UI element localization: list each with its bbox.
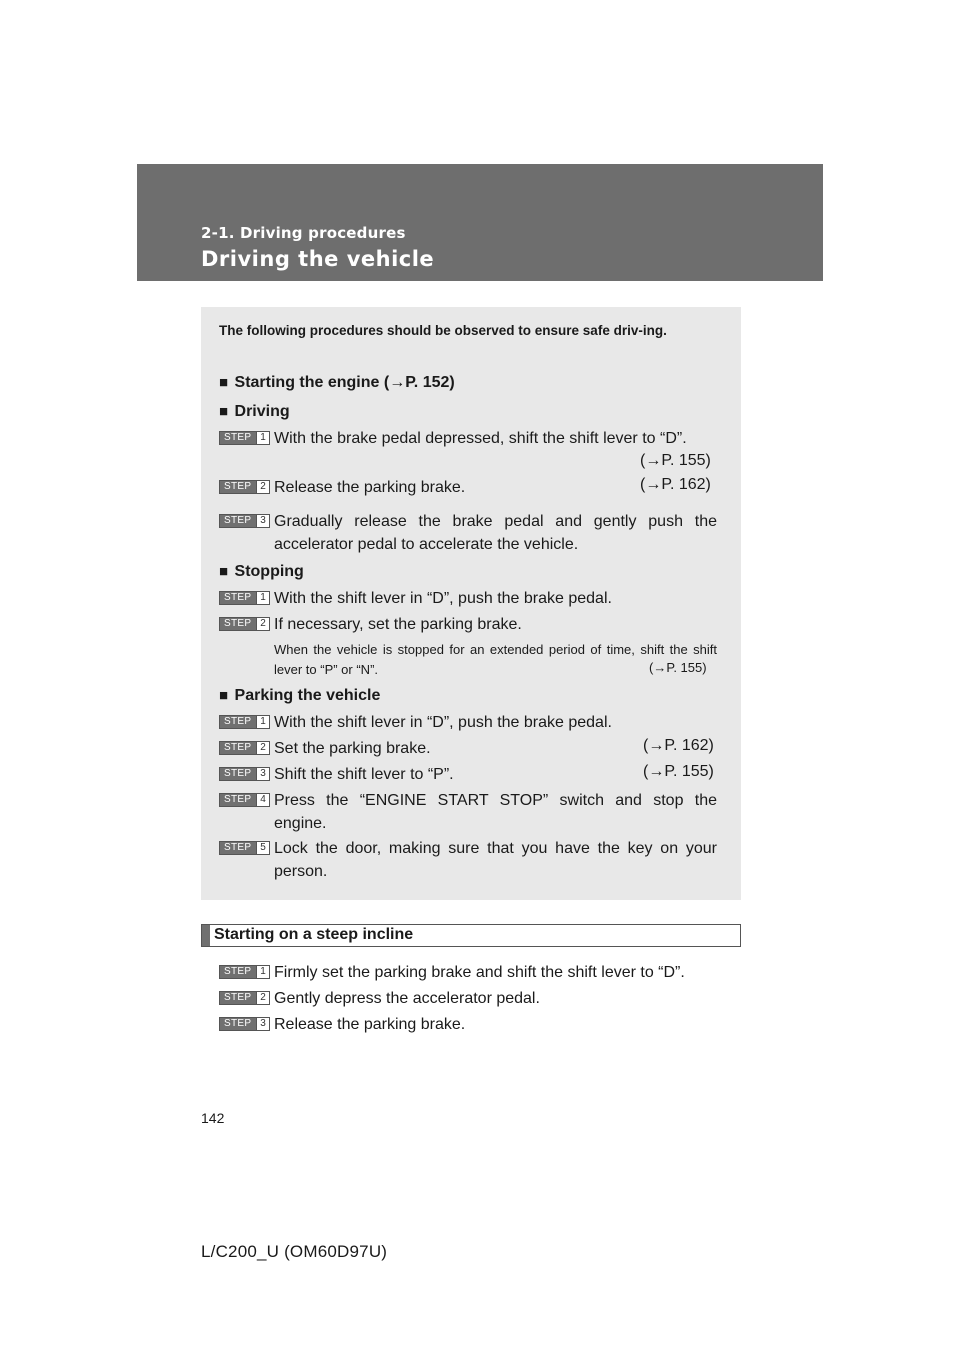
driving-step-1-ref: (→P. 155) (640, 452, 711, 469)
incline-subheading-label: Starting on a steep incline (214, 926, 414, 943)
subheading-bar (202, 925, 210, 946)
heading-parking-label: Parking the vehicle (234, 687, 381, 704)
step-badge: STEP 2 (219, 617, 270, 631)
stopping-note-ref: (→P. 155) (649, 660, 707, 675)
page-number: 142 (201, 1110, 225, 1126)
step-badge: STEP 2 (219, 991, 270, 1005)
stopping-step-2-text: If necessary, set the parking brake. (274, 616, 522, 633)
step-badge: STEP 1 (219, 965, 270, 979)
step-badge: STEP 3 (219, 514, 270, 528)
incline-step-3-text: Release the parking brake. (274, 1016, 466, 1033)
intro-text: The following procedures should be observed to ensure safe driv-ing. (219, 323, 667, 338)
step-badge: STEP 2 (219, 480, 270, 494)
parking-step-1-text: With the shift lever in “D”, push the brake pedal. (274, 714, 612, 731)
step-badge: STEP 4 (219, 793, 270, 807)
parking-step-5-text: Lock the door, making sure that you have the key on your person. (274, 840, 717, 880)
section-label: 2-1. Driving procedures (201, 224, 406, 242)
step-badge: STEP 1 (219, 591, 270, 605)
square-bullet-icon: ■ (219, 403, 229, 420)
step-badge: STEP 1 (219, 431, 270, 445)
incline-step-1-text: Firmly set the parking brake and shift the shift lever to “D”. (274, 964, 685, 981)
driving-step-2-ref: (→P. 162) (640, 476, 711, 493)
parking-step-2-ref: (→P. 162) (643, 737, 714, 754)
step-badge: STEP 3 (219, 1017, 270, 1031)
incline-step-2-text: Gently depress the accelerator pedal. (274, 990, 540, 1007)
heading-stopping-label: Stopping (234, 563, 304, 580)
heading-driving-label: Driving (234, 403, 290, 420)
square-bullet-icon: ■ (219, 374, 229, 391)
driving-step-2-text: Release the parking brake. (274, 479, 466, 496)
heading-parking (219, 687, 380, 705)
incline-subheading (201, 924, 741, 947)
stopping-note: When the vehicle is stopped for an extended period of time, shift the shift lever to “P” or “N”. (274, 642, 717, 677)
heading-starting-engine (219, 374, 455, 392)
heading-stopping (219, 563, 304, 581)
page-title: Driving the vehicle (201, 247, 435, 271)
square-bullet-icon: ■ (219, 687, 229, 704)
parking-step-3-ref: (→P. 155) (643, 763, 714, 780)
driving-step-3-text: Gradually release the brake pedal and gently push the accelerator pedal to accelerate the vehicle. (274, 513, 717, 553)
heading-starting-engine-label: Starting the engine (→P. 152) (234, 374, 455, 391)
step-badge: STEP 5 (219, 841, 270, 855)
step-badge: STEP 2 (219, 741, 270, 755)
step-badge: STEP 3 (219, 767, 270, 781)
parking-step-2-text: Set the parking brake. (274, 740, 431, 757)
square-bullet-icon: ■ (219, 563, 229, 580)
parking-step-3-text: Shift the shift lever to “P”. (274, 766, 454, 783)
stopping-step-1-text: With the shift lever in “D”, push the brake pedal. (274, 590, 612, 607)
driving-step-1-text: With the brake pedal depressed, shift the shift lever to “D”. (274, 430, 687, 447)
document-code: L/C200_U (OM60D97U) (201, 1242, 388, 1261)
step-badge: STEP 1 (219, 715, 270, 729)
parking-step-4-text: Press the “ENGINE START STOP” switch and stop the engine. (274, 792, 717, 832)
heading-driving (219, 403, 290, 421)
